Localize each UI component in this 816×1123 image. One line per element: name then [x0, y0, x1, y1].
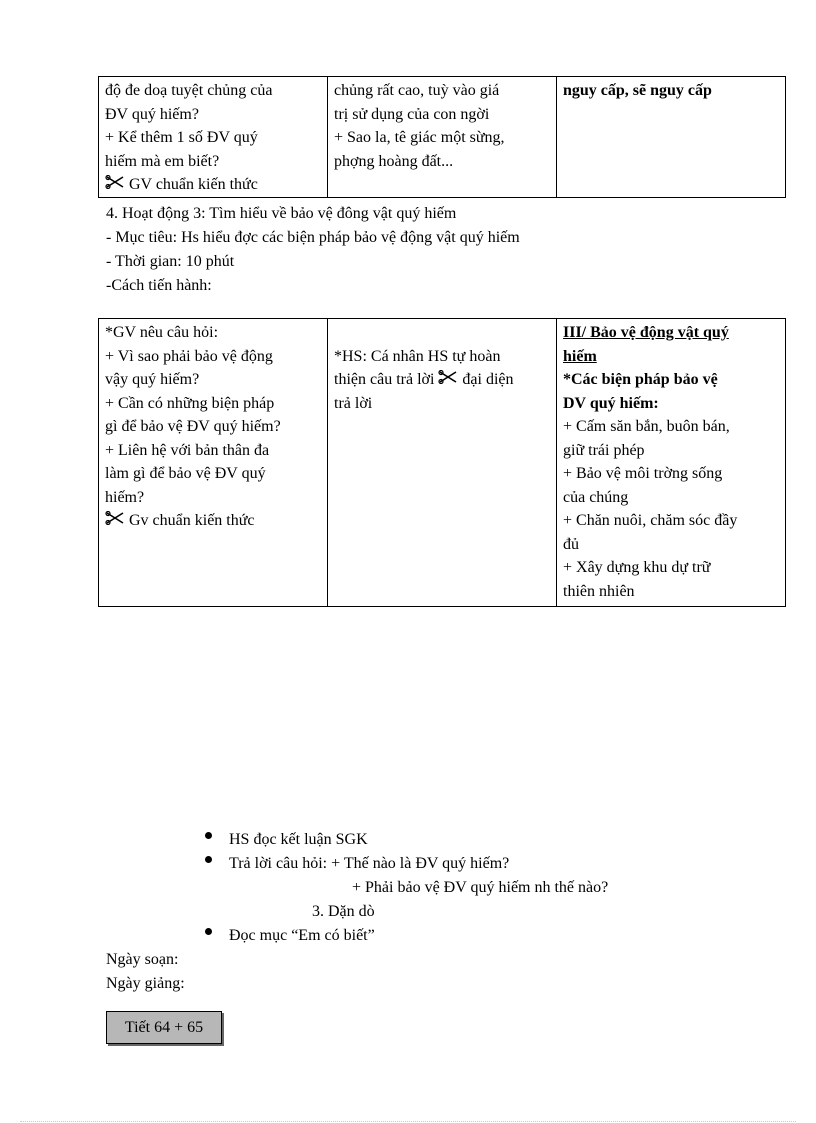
- bullet-icon: [205, 832, 212, 839]
- t2c2-line1: *HS: Cá nhân HS tự hoàn: [334, 347, 501, 365]
- activity-time: - Thời gian: 10 phút: [106, 253, 235, 270]
- t1c2-line1: chủng rất cao, tuỳ vào giá: [334, 82, 500, 99]
- t1c2-line2: trị sử dụng của con ngời: [334, 105, 490, 123]
- t1c1-gv-text: GV chuẩn kiến thức: [129, 176, 258, 193]
- t1c1-line5: [105, 173, 321, 197]
- t2c3-item8: thiên nhiên: [563, 582, 635, 600]
- t2c3-sub2: DV quý hiếm:: [563, 394, 659, 412]
- t2c3-item4: của chúng: [563, 488, 629, 506]
- t2c1-line7: làm gì để bảo vệ ĐV quý: [105, 465, 266, 482]
- conclusion-bullet3: Đọc mục “Em có biết”: [229, 927, 375, 944]
- t2c3-heading1: III/ Bảo vệ động vật quý: [563, 324, 729, 341]
- t2c3-item2: giữ trái phép: [563, 441, 645, 459]
- scissors-icon: [105, 175, 125, 189]
- t2c1-line6: + Liên hệ với bản thân đa: [105, 441, 270, 459]
- t2c3-item1: + Cấm săn bắn, buôn bán,: [563, 418, 730, 435]
- scissors-icon: [438, 370, 458, 384]
- t2c1-line3: vậy quý hiếm?: [105, 371, 200, 388]
- t2c1-gv-text: Gv chuẩn kiến thức: [129, 512, 255, 529]
- table1-col1: [99, 77, 328, 198]
- t1c1-line3: + Kể thêm 1 số ĐV quý: [105, 129, 258, 146]
- t1c2-line4: phợng hoàng đất...: [334, 152, 454, 170]
- lesson-box: Tiết 64 + 65: [106, 1011, 222, 1044]
- activity-table: [98, 318, 786, 607]
- t2c2-text-c: đại diện: [462, 371, 514, 388]
- t1c1-line2: ĐV quý hiếm?: [105, 105, 199, 123]
- t2c1-line1: *GV nêu câu hỏi:: [105, 324, 219, 341]
- t2c3-item5: + Chăn nuôi, chăm sóc đầy: [563, 512, 738, 529]
- t2c1-line4: + Cần có những biện pháp: [105, 394, 275, 412]
- conclusion-bullet1: HS đọc kết luận SGK: [229, 831, 368, 848]
- t2c1-line2: + Vì sao phải bảo vệ động: [105, 347, 273, 365]
- t2c2-text-b: thiện câu trả lời: [334, 371, 435, 388]
- t2c1-line9: [105, 509, 321, 533]
- activity-method: -Cách tiến hành:: [106, 277, 212, 294]
- section-heading: 3. Dặn dò: [312, 903, 375, 920]
- t1c1-line4: hiếm mà em biết?: [105, 152, 220, 170]
- conclusion-bullet2-cont: + Phải bảo vệ ĐV quý hiếm nh thế nào?: [352, 879, 609, 896]
- table2-col1: [99, 319, 328, 607]
- teach-date-label: Ngày giảng:: [106, 975, 185, 992]
- table2-col2: [328, 319, 557, 607]
- page-bottom-divider: [20, 1121, 796, 1122]
- conclusion-bullet2: Trả lời câu hỏi: + Thế nào là ĐV quý hiếm?: [229, 855, 510, 872]
- table1-col3: [557, 77, 786, 198]
- continuation-table: [98, 76, 786, 198]
- t1c2-line3: + Sao la, tê giác một sừng,: [334, 129, 505, 146]
- prep-date-label: Ngày soạn:: [106, 951, 179, 968]
- table2-col3: [557, 319, 786, 607]
- table1-col2: [328, 77, 557, 198]
- activity-goal: - Mục tiêu: Hs hiểu đợc các biện pháp bảo vệ động vật quý hiếm: [106, 229, 520, 246]
- activity-title: 4. Hoạt động 3: Tìm hiểu về bảo vệ đông vật quý hiếm: [106, 205, 457, 222]
- t2c3-heading2: hiếm: [563, 347, 597, 365]
- t1c3-line1: nguy cấp, sẽ nguy cấp: [563, 82, 712, 99]
- t2c3-item6: đủ: [563, 535, 579, 553]
- t2c1-line8: hiếm?: [105, 488, 145, 506]
- t2c2-line3: trả lời: [334, 394, 373, 412]
- bullet-icon: [205, 856, 212, 863]
- bullet-icon: [205, 928, 212, 935]
- t2c1-line5: gì để bảo vệ ĐV quý hiếm?: [105, 418, 281, 435]
- scissors-icon: [105, 511, 125, 525]
- t2c3-item3: + Bảo vệ môi trờng sống: [563, 465, 723, 482]
- t2c2-line2: [334, 368, 550, 392]
- t2c3-sub1: *Các biện pháp bảo vệ: [563, 371, 718, 388]
- t1c1-line1: độ đe doạ tuyệt chủng của: [105, 82, 273, 99]
- t2c3-item7: + Xây dựng khu dự trữ: [563, 559, 711, 576]
